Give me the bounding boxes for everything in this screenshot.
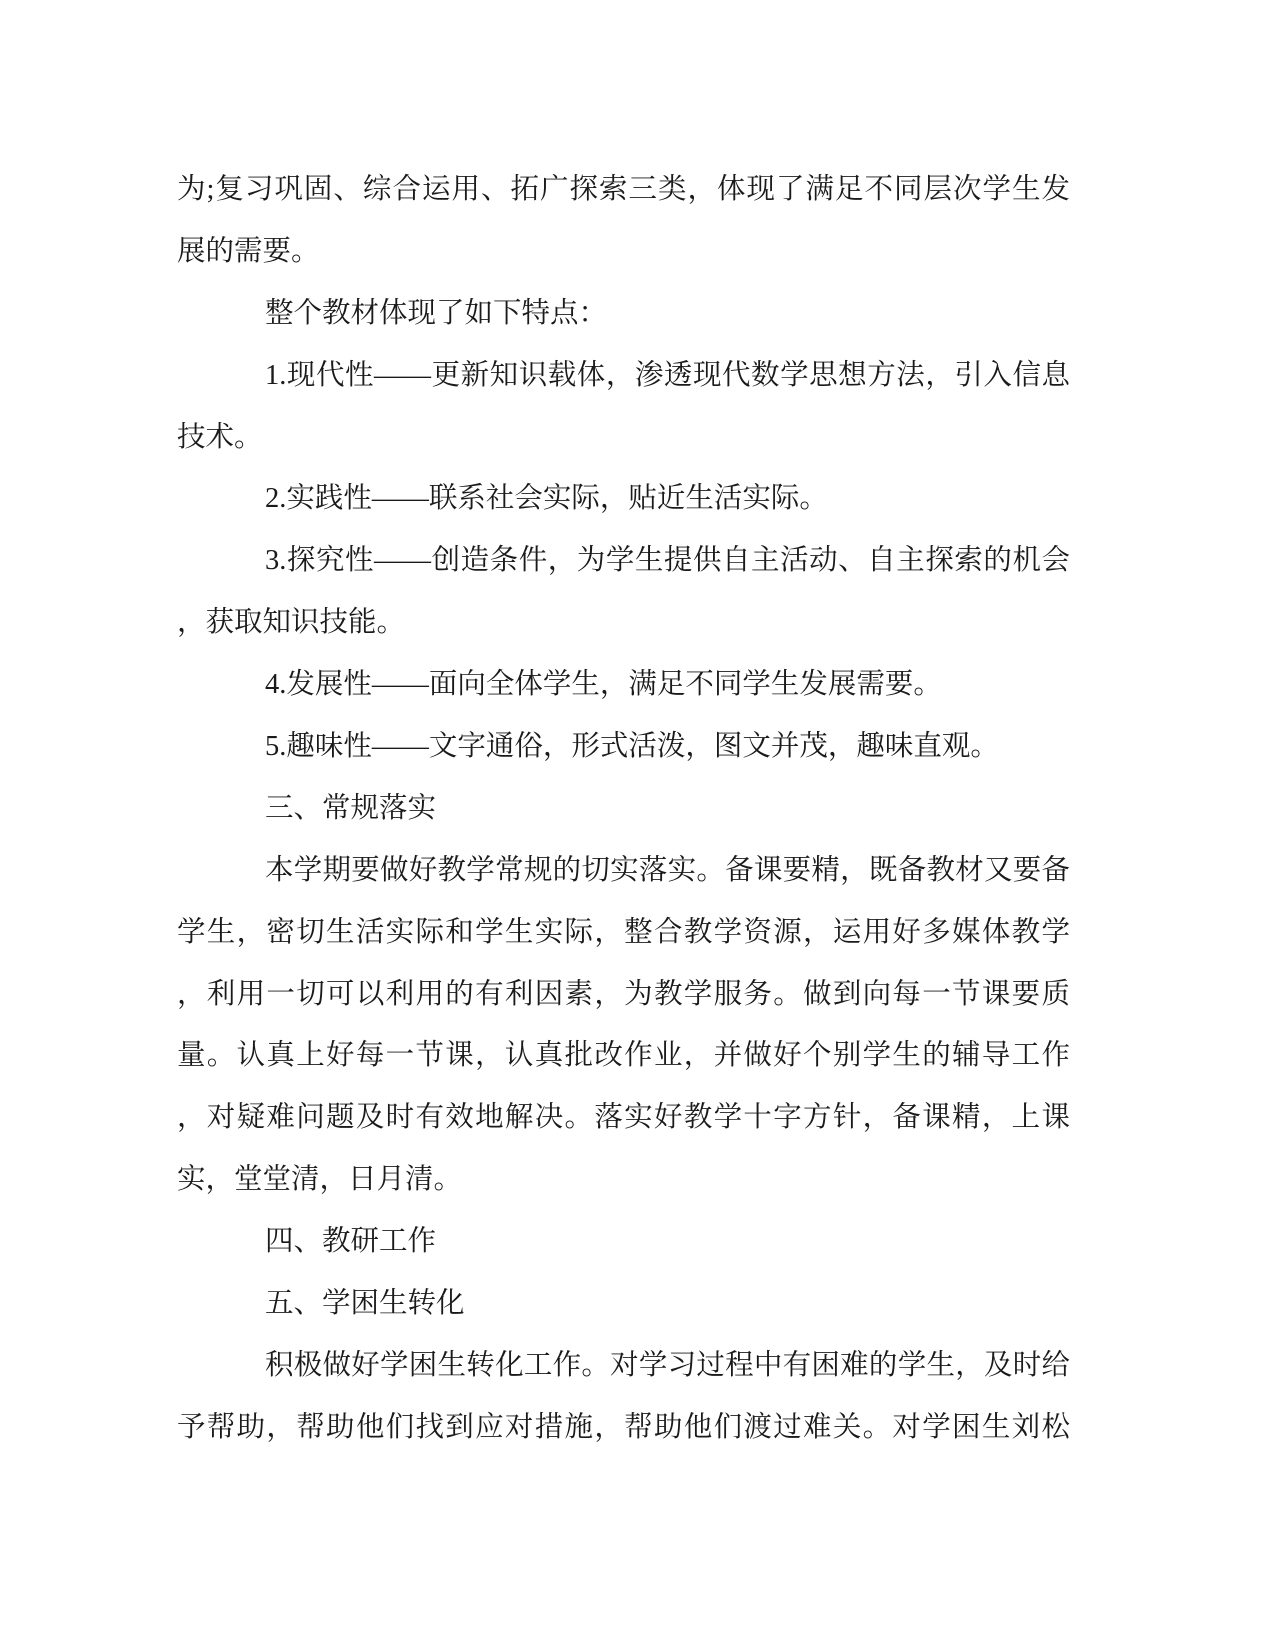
- text-line: 2.实践性——联系社会实际，贴近生活实际。: [265, 483, 828, 515]
- text-line: 3.探究性——创造条件，为学生提供自主活动、自主探索的机会: [265, 545, 1070, 577]
- text-line: 四、教研工作: [265, 1226, 437, 1258]
- text-line: 量。认真上好每一节课，认真批改作业，并做好个别学生的辅导工作: [177, 1040, 1070, 1072]
- text-line: 5.趣味性——文字通俗，形式活泼，图文并茂，趣味直观。: [265, 731, 999, 763]
- text-line: ，获取知识技能。: [177, 607, 406, 639]
- text-line: 予帮助，帮助他们找到应对措施，帮助他们渡过难关。对学困生刘松: [177, 1411, 1070, 1443]
- text-line: 技术。: [177, 421, 263, 453]
- text-line: ，对疑难问题及时有效地解决。落实好教学十字方针，备课精，上课: [177, 1102, 1070, 1134]
- text-line: 实，堂堂清，日月清。: [177, 1164, 463, 1196]
- text-line: 为;复习巩固、综合运用、拓广探索三类，体现了满足不同层次学生发: [177, 174, 1070, 205]
- text-line: 三、常规落实: [265, 792, 437, 824]
- document-text-block: [177, 159, 1070, 1459]
- text-line: 4.发展性——面向全体学生，满足不同学生发展需要。: [265, 669, 942, 701]
- text-line: 1.现代性——更新知识载体，渗透现代数学思想方法，引入信息: [265, 359, 1070, 391]
- text-line: 整个教材体现了如下特点：: [265, 297, 608, 329]
- text-line: ，利用一切可以利用的有利因素，为教学服务。做到向每一节课要质: [177, 978, 1070, 1010]
- text-line: 学生，密切生活实际和学生实际，整合教学资源，运用好多媒体教学: [177, 916, 1070, 948]
- text-line: 展的需要。: [177, 235, 320, 267]
- text-line: 本学期要做好教学常规的切实落实。备课要精，既备教材又要备: [265, 854, 1070, 886]
- text-line: 五、学困生转化: [265, 1288, 465, 1320]
- text-line: 积极做好学困生转化工作。对学习过程中有困难的学生，及时给: [265, 1349, 1070, 1381]
